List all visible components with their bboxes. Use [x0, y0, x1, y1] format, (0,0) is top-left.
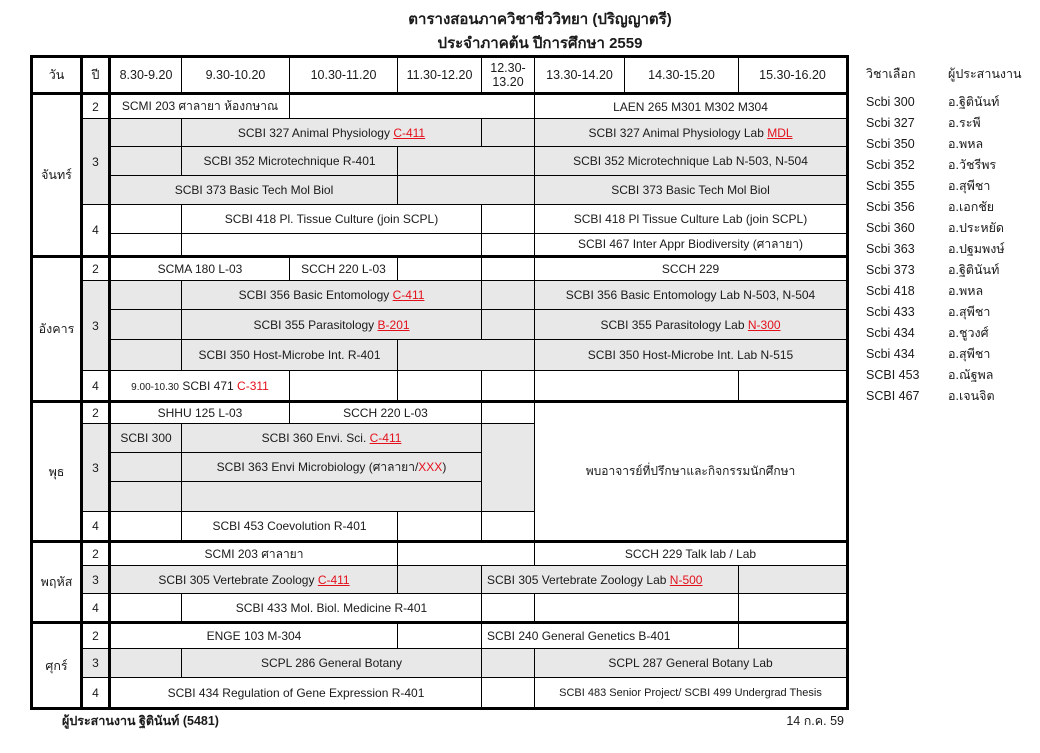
empty-cell: [398, 176, 535, 205]
empty-cell: [482, 205, 535, 234]
elective-coordinator: อ.ระพี: [948, 116, 981, 130]
header-year: ปี: [82, 57, 110, 94]
course-cell: SCBI 350 Host-Microbe Int. Lab N-515: [535, 340, 848, 371]
electives-coordinator-header: ผู้ประสานงาน: [948, 67, 1022, 81]
elective-course: Scbi 355: [866, 179, 915, 193]
elective-item: [866, 239, 1036, 260]
table-row: [32, 147, 848, 176]
empty-cell: [290, 371, 398, 402]
course-cell: SCMA 180 L-03: [110, 257, 290, 281]
course-cell: [182, 119, 482, 147]
empty-cell: [182, 234, 482, 257]
elective-coordinator: อ.พหล: [948, 137, 984, 151]
course-name: SCBI 356 Basic Entomology: [238, 288, 393, 302]
course-name: SCBI 471: [179, 378, 238, 393]
empty-cell: [110, 281, 182, 310]
table-row: [32, 257, 848, 281]
course-cell: SCPL 286 General Botany: [182, 649, 482, 678]
empty-cell: [110, 594, 182, 623]
course-cell: ENGE 103 M-304: [110, 623, 398, 649]
day-label: อังคาร: [32, 257, 82, 402]
room-link[interactable]: C-411: [393, 125, 426, 140]
empty-cell: [110, 147, 182, 176]
course-cell: SCBI 350 Host-Microbe Int. R-401: [182, 340, 398, 371]
table-row: [32, 119, 848, 147]
course-cell: SCBI 434 Regulation of Gene Expression R-401: [110, 678, 482, 709]
course-name: SCBI 327 Animal Physiology Lab: [588, 125, 768, 140]
year-cell: 2: [82, 623, 110, 649]
empty-cell: [110, 340, 182, 371]
course-suffix: ): [442, 459, 447, 474]
table-row: [32, 310, 848, 340]
course-cell: SCBI 352 Microtechnique Lab N-503, N-504: [535, 147, 848, 176]
empty-cell: [482, 424, 535, 512]
year-cell: 4: [82, 678, 110, 709]
course-cell: SCBI 418 Pl. Tissue Culture (join SCPL): [182, 205, 482, 234]
empty-cell: [398, 257, 482, 281]
empty-cell: [482, 371, 535, 402]
year-cell: 3: [82, 424, 110, 512]
elective-coordinator: อ.ชูวงศ์: [948, 326, 989, 340]
year-cell: 2: [82, 542, 110, 566]
course-cell: SCBI 373 Basic Tech Mol Biol: [535, 176, 848, 205]
page-subtitle: ประจำภาคต้น ปีการศึกษา 2559: [437, 35, 643, 52]
empty-cell: [398, 147, 535, 176]
empty-cell: [535, 594, 739, 623]
course-cell: SCBI 453 Coevolution R-401: [182, 512, 398, 542]
room-link[interactable]: N-300: [747, 317, 781, 332]
year-cell: 2: [82, 94, 110, 119]
table-row: [32, 402, 848, 424]
schedule-table: [30, 55, 849, 710]
year-cell: 2: [82, 402, 110, 424]
elective-coordinator: อ.ประหยัด: [948, 221, 1005, 235]
elective-item: [866, 155, 1036, 176]
course-cell: [535, 310, 848, 340]
elective-coordinator: อ.พหล: [948, 284, 984, 298]
elective-item: [866, 344, 1036, 365]
empty-cell: [398, 371, 482, 402]
course-cell: SCBI 240 General Genetics B-401: [482, 623, 739, 649]
elective-course: Scbi 352: [866, 158, 915, 172]
elective-coordinator: อ.วัชรีพร: [948, 158, 997, 172]
day-label: พฤหัส: [32, 542, 82, 623]
course-cell: SCBI 300: [110, 424, 182, 453]
day-label: จันทร์: [32, 94, 82, 257]
elective-course: Scbi 356: [866, 200, 915, 214]
empty-cell: [110, 512, 182, 542]
empty-cell: [482, 678, 535, 709]
elective-course: Scbi 363: [866, 242, 915, 256]
elective-course: Scbi 360: [866, 221, 915, 235]
table-row: [32, 678, 848, 709]
course-cell: SCCH 229: [535, 257, 848, 281]
course-cell: [182, 424, 482, 453]
header-slot: 8.30-9.20: [110, 57, 182, 94]
lunch-start: 12.30-: [490, 61, 526, 75]
elective-coordinator: อ.สุพีชา: [948, 179, 991, 193]
elective-course: Scbi 418: [866, 284, 915, 298]
empty-cell: [290, 94, 535, 119]
header-slot-lunch: [482, 57, 535, 94]
year-cell: 4: [82, 512, 110, 542]
header-slot: 11.30-12.20: [398, 57, 482, 94]
empty-cell: [110, 205, 182, 234]
room-label: C-311: [237, 378, 269, 393]
room-link[interactable]: MDL: [767, 125, 793, 140]
course-cell: SCBI 356 Basic Entomology Lab N-503, N-504: [535, 281, 848, 310]
elective-item: [866, 386, 1036, 407]
empty-cell: [182, 482, 482, 512]
header-slot: 15.30-16.20: [739, 57, 848, 94]
empty-cell: [398, 340, 535, 371]
table-row: [32, 281, 848, 310]
table-row: [32, 623, 848, 649]
course-cell: SCBI 483 Senior Project/ SCBI 499 Undergrad Thesis: [535, 678, 848, 709]
course-cell: LAEN 265 M301 M302 M304: [535, 94, 848, 119]
empty-cell: [535, 371, 739, 402]
course-time: 9.00-10.30: [131, 381, 179, 393]
table-row: [32, 566, 848, 594]
empty-cell: [110, 649, 182, 678]
header-slot: 13.30-14.20: [535, 57, 625, 94]
course-cell: SCBI 373 Basic Tech Mol Biol: [110, 176, 398, 205]
lunch-end: 13.20: [492, 75, 524, 89]
room-label: XXX: [418, 459, 443, 474]
elective-course: SCBI 467: [866, 389, 920, 403]
empty-cell: [482, 649, 535, 678]
elective-item: [866, 218, 1036, 239]
empty-cell: [739, 594, 848, 623]
elective-item: [866, 113, 1036, 134]
course-name: SCBI 305 Vertebrate Zoology: [158, 572, 318, 587]
empty-cell: [398, 623, 482, 649]
course-cell: SHHU 125 L-03: [110, 402, 290, 424]
course-cell: [482, 566, 739, 594]
year-cell: 4: [82, 371, 110, 402]
elective-course: Scbi 433: [866, 305, 915, 319]
elective-item: [866, 260, 1036, 281]
footer-date: 14 ก.ค. 59: [786, 714, 844, 728]
room-link[interactable]: C-411: [317, 572, 350, 587]
room-link[interactable]: C-411: [369, 431, 402, 445]
elective-coordinator: อ.เจนจิต: [948, 389, 995, 403]
page-title: ตารางสอนภาควิชาชีววิทยา (ปริญญาตรี): [408, 11, 672, 28]
elective-course: Scbi 434: [866, 347, 915, 361]
elective-item: [866, 197, 1036, 218]
empty-cell: [739, 623, 848, 649]
year-cell: 4: [82, 205, 110, 257]
empty-cell: [482, 119, 535, 147]
electives-course-header: วิชาเลือก: [866, 67, 916, 81]
course-cell: SCBI 418 Pl Tissue Culture Lab (join SCPL): [535, 205, 848, 234]
header-day: วัน: [32, 57, 82, 94]
elective-item: [866, 302, 1036, 323]
course-name: SCBI 363 Envi Microbiology (ศาลายา/: [216, 459, 419, 474]
elective-coordinator: อ.สุพีชา: [948, 347, 991, 361]
empty-cell: [110, 119, 182, 147]
room-link[interactable]: C-411: [392, 288, 425, 302]
empty-cell: [482, 402, 535, 424]
empty-cell: [482, 512, 535, 542]
elective-coordinator: อ.ณัฐพล: [948, 368, 994, 382]
year-cell: 3: [82, 649, 110, 678]
header-slot: 10.30-11.20: [290, 57, 398, 94]
elective-item: [866, 176, 1036, 197]
elective-course: SCBI 453: [866, 368, 920, 382]
empty-cell: [398, 566, 482, 594]
electives-list: [866, 64, 1036, 407]
year-cell: 2: [82, 257, 110, 281]
room-link[interactable]: N-500: [669, 572, 703, 587]
course-name: SCBI 360 Envi. Sci.: [261, 431, 370, 445]
empty-cell: [482, 234, 535, 257]
course-cell: SCCH 229 Talk lab / Lab: [535, 542, 848, 566]
course-cell: SCBI 352 Microtechnique R-401: [182, 147, 398, 176]
room-link[interactable]: B-201: [377, 317, 410, 332]
empty-cell: [110, 234, 182, 257]
empty-cell: [739, 371, 848, 402]
empty-cell: [482, 310, 535, 340]
elective-item: [866, 323, 1036, 344]
elective-item: [866, 92, 1036, 113]
year-cell: 3: [82, 119, 110, 205]
elective-coordinator: อ.ฐิตินันท์: [948, 95, 1000, 109]
course-cell: [110, 566, 398, 594]
elective-coordinator: อ.ปฐมพงษ์: [948, 242, 1005, 256]
course-name: SCBI 305 Vertebrate Zoology Lab: [487, 572, 670, 587]
course-cell: SCMI 203 ศาลายา: [110, 542, 398, 566]
course-cell: SCMI 203 ศาลายา ห้องกษาณ: [110, 94, 290, 119]
course-cell: SCCH 220 L-03: [290, 402, 482, 424]
elective-course: Scbi 327: [866, 116, 915, 130]
elective-item: [866, 134, 1036, 155]
table-row: [32, 205, 848, 234]
table-row: [32, 542, 848, 566]
table-row: [32, 340, 848, 371]
table-row: [32, 176, 848, 205]
table-row: [32, 94, 848, 119]
elective-item: [866, 281, 1036, 302]
course-cell: SCBI 467 Inter Appr Biodiversity (ศาลายา): [535, 234, 848, 257]
table-row: [32, 371, 848, 402]
empty-cell: [482, 594, 535, 623]
course-cell: [182, 281, 482, 310]
course-cell: [110, 371, 290, 402]
elective-course: Scbi 300: [866, 95, 915, 109]
electives-header: [866, 64, 1036, 92]
header-slot: 9.30-10.20: [182, 57, 290, 94]
course-cell: SCCH 220 L-03: [290, 257, 398, 281]
table-row: [32, 234, 848, 257]
year-cell: 3: [82, 281, 110, 371]
elective-item: [866, 365, 1036, 386]
advisor-meeting-cell: พบอาจารย์ที่ปรึกษาและกิจกรรมนักศึกษา: [535, 402, 848, 542]
empty-cell: [398, 542, 535, 566]
empty-cell: [398, 512, 482, 542]
day-label: พุธ: [32, 402, 82, 542]
footer-coordinator: ผู้ประสานงาน ฐิตินันท์ (5481): [62, 714, 219, 728]
elective-course: Scbi 373: [866, 263, 915, 277]
elective-coordinator: อ.ฐิตินันท์: [948, 263, 1000, 277]
header-slot: 14.30-15.20: [625, 57, 739, 94]
empty-cell: [482, 281, 535, 310]
elective-coordinator: อ.สุพีชา: [948, 305, 991, 319]
course-cell: [535, 119, 848, 147]
course-cell: [182, 453, 482, 482]
course-name: SCBI 327 Animal Physiology: [237, 125, 394, 140]
empty-cell: [482, 257, 535, 281]
table-row: [32, 649, 848, 678]
course-cell: [182, 310, 482, 340]
year-cell: 4: [82, 594, 110, 623]
day-label: ศุกร์: [32, 623, 82, 709]
empty-cell: [110, 482, 182, 512]
elective-course: Scbi 350: [866, 137, 915, 151]
table-row: [32, 594, 848, 623]
empty-cell: [110, 453, 182, 482]
course-name: SCBI 355 Parasitology: [253, 317, 378, 332]
elective-coordinator: อ.เอกชัย: [948, 200, 995, 214]
empty-cell: [110, 310, 182, 340]
course-cell: SCPL 287 General Botany Lab: [535, 649, 848, 678]
course-cell: SCBI 433 Mol. Biol. Medicine R-401: [182, 594, 482, 623]
header-row: [32, 57, 848, 94]
elective-course: Scbi 434: [866, 326, 915, 340]
year-cell: 3: [82, 566, 110, 594]
empty-cell: [739, 566, 848, 594]
course-name: SCBI 355 Parasitology Lab: [600, 317, 748, 332]
